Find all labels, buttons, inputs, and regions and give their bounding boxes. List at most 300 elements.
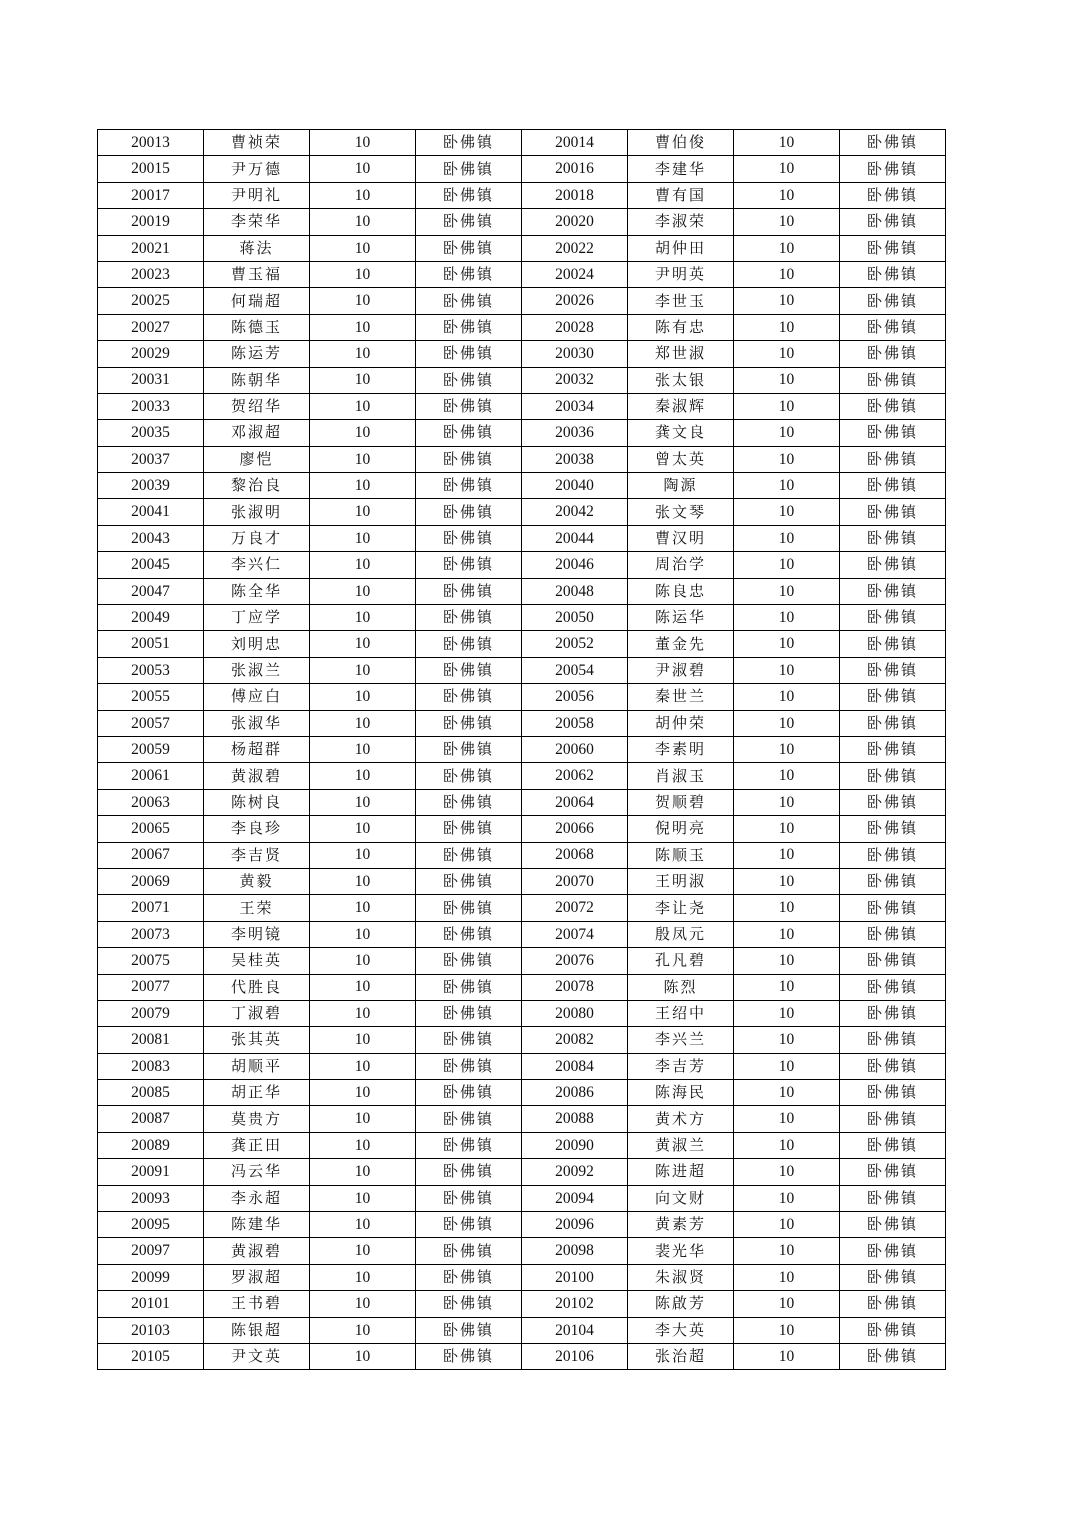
town-cell: 卧佛镇: [416, 1000, 522, 1026]
record-id-cell: 20068: [522, 842, 628, 868]
town-cell: 卧佛镇: [840, 1291, 946, 1317]
town-cell: 卧佛镇: [840, 763, 946, 789]
amount-cell: 10: [310, 1106, 416, 1132]
name-cell: 邓淑超: [204, 420, 310, 446]
name-cell: 胡正华: [204, 1080, 310, 1106]
record-id-cell: 20102: [522, 1291, 628, 1317]
town-cell: 卧佛镇: [416, 446, 522, 472]
record-id-cell: 20072: [522, 895, 628, 921]
name-cell: 李吉贤: [204, 842, 310, 868]
record-id-cell: 20037: [98, 446, 204, 472]
name-cell: 黄淑碧: [204, 763, 310, 789]
name-cell: 曹有国: [628, 182, 734, 208]
amount-cell: 10: [734, 393, 840, 419]
name-cell: 胡仲田: [628, 235, 734, 261]
name-cell: 李明镜: [204, 921, 310, 947]
name-cell: 尹明礼: [204, 182, 310, 208]
table-row: [98, 1343, 946, 1369]
town-cell: 卧佛镇: [840, 209, 946, 235]
table-row: [98, 657, 946, 683]
town-cell: 卧佛镇: [840, 367, 946, 393]
table-row: [98, 473, 946, 499]
amount-cell: 10: [734, 1317, 840, 1343]
name-cell: 胡仲荣: [628, 710, 734, 736]
town-cell: 卧佛镇: [840, 736, 946, 762]
name-cell: 李兴仁: [204, 552, 310, 578]
name-cell: 陈顺玉: [628, 842, 734, 868]
town-cell: 卧佛镇: [416, 789, 522, 815]
record-id-cell: 20091: [98, 1159, 204, 1185]
record-id-cell: 20087: [98, 1106, 204, 1132]
amount-cell: 10: [310, 684, 416, 710]
town-cell: 卧佛镇: [840, 605, 946, 631]
record-id-cell: 20044: [522, 525, 628, 551]
record-id-cell: 20049: [98, 605, 204, 631]
record-id-cell: 20098: [522, 1238, 628, 1264]
record-id-cell: 20067: [98, 842, 204, 868]
name-cell: 董金先: [628, 631, 734, 657]
town-cell: 卧佛镇: [416, 895, 522, 921]
record-id-cell: 20093: [98, 1185, 204, 1211]
amount-cell: 10: [310, 1212, 416, 1238]
town-cell: 卧佛镇: [840, 499, 946, 525]
town-cell: 卧佛镇: [416, 288, 522, 314]
table-row: [98, 130, 946, 156]
table-row: [98, 209, 946, 235]
town-cell: 卧佛镇: [840, 631, 946, 657]
name-cell: 陈德玉: [204, 314, 310, 340]
table-row: [98, 393, 946, 419]
town-cell: 卧佛镇: [840, 921, 946, 947]
name-cell: 陈朝华: [204, 367, 310, 393]
amount-cell: 10: [734, 789, 840, 815]
table-row: [98, 182, 946, 208]
record-id-cell: 20017: [98, 182, 204, 208]
table-row: [98, 341, 946, 367]
record-id-cell: 20059: [98, 736, 204, 762]
table-row: [98, 235, 946, 261]
table-row: [98, 420, 946, 446]
table-row: [98, 1053, 946, 1079]
town-cell: 卧佛镇: [416, 1317, 522, 1343]
amount-cell: 10: [734, 499, 840, 525]
amount-cell: 10: [310, 552, 416, 578]
record-id-cell: 20062: [522, 763, 628, 789]
amount-cell: 10: [734, 1053, 840, 1079]
amount-cell: 10: [310, 235, 416, 261]
record-id-cell: 20071: [98, 895, 204, 921]
town-cell: 卧佛镇: [416, 948, 522, 974]
name-cell: 陶源: [628, 473, 734, 499]
table-row: [98, 816, 946, 842]
record-id-cell: 20100: [522, 1264, 628, 1290]
amount-cell: 10: [310, 974, 416, 1000]
town-cell: 卧佛镇: [416, 868, 522, 894]
name-cell: 尹明英: [628, 261, 734, 287]
amount-cell: 10: [310, 921, 416, 947]
town-cell: 卧佛镇: [416, 710, 522, 736]
town-cell: 卧佛镇: [416, 156, 522, 182]
town-cell: 卧佛镇: [416, 1212, 522, 1238]
name-cell: 周治学: [628, 552, 734, 578]
amount-cell: 10: [734, 1343, 840, 1369]
name-cell: 王书碧: [204, 1291, 310, 1317]
amount-cell: 10: [734, 1238, 840, 1264]
table-row: [98, 446, 946, 472]
amount-cell: 10: [734, 235, 840, 261]
name-cell: 尹万德: [204, 156, 310, 182]
amount-cell: 10: [310, 1027, 416, 1053]
amount-cell: 10: [734, 446, 840, 472]
name-cell: 丁淑碧: [204, 1000, 310, 1026]
record-id-cell: 20013: [98, 130, 204, 156]
record-id-cell: 20025: [98, 288, 204, 314]
name-cell: 傅应白: [204, 684, 310, 710]
name-cell: 冯云华: [204, 1159, 310, 1185]
amount-cell: 10: [310, 605, 416, 631]
town-cell: 卧佛镇: [840, 895, 946, 921]
amount-cell: 10: [310, 631, 416, 657]
table-row: [98, 605, 946, 631]
amount-cell: 10: [734, 1212, 840, 1238]
town-cell: 卧佛镇: [416, 1343, 522, 1369]
table-row: [98, 1238, 946, 1264]
amount-cell: 10: [734, 156, 840, 182]
amount-cell: 10: [734, 130, 840, 156]
town-cell: 卧佛镇: [840, 816, 946, 842]
record-id-cell: 20040: [522, 473, 628, 499]
name-cell: 张太银: [628, 367, 734, 393]
amount-cell: 10: [310, 261, 416, 287]
name-cell: 黄素芳: [628, 1212, 734, 1238]
amount-cell: 10: [310, 367, 416, 393]
name-cell: 贺绍华: [204, 393, 310, 419]
record-id-cell: 20032: [522, 367, 628, 393]
town-cell: 卧佛镇: [840, 1080, 946, 1106]
record-id-cell: 20104: [522, 1317, 628, 1343]
record-id-cell: 20015: [98, 156, 204, 182]
town-cell: 卧佛镇: [840, 235, 946, 261]
town-cell: 卧佛镇: [416, 842, 522, 868]
name-cell: 殷凤元: [628, 921, 734, 947]
record-id-cell: 20029: [98, 341, 204, 367]
record-id-cell: 20081: [98, 1027, 204, 1053]
table-row: [98, 789, 946, 815]
table-row: [98, 314, 946, 340]
town-cell: 卧佛镇: [416, 605, 522, 631]
name-cell: 罗淑超: [204, 1264, 310, 1290]
amount-cell: 10: [734, 1291, 840, 1317]
amount-cell: 10: [734, 1264, 840, 1290]
amount-cell: 10: [310, 130, 416, 156]
table-row: [98, 552, 946, 578]
name-cell: 曹伯俊: [628, 130, 734, 156]
name-cell: 朱淑贤: [628, 1264, 734, 1290]
record-id-cell: 20033: [98, 393, 204, 419]
record-id-cell: 20022: [522, 235, 628, 261]
name-cell: 黄淑兰: [628, 1132, 734, 1158]
town-cell: 卧佛镇: [416, 393, 522, 419]
town-cell: 卧佛镇: [840, 446, 946, 472]
amount-cell: 10: [734, 948, 840, 974]
record-id-cell: 20028: [522, 314, 628, 340]
town-cell: 卧佛镇: [840, 684, 946, 710]
record-id-cell: 20066: [522, 816, 628, 842]
record-id-cell: 20031: [98, 367, 204, 393]
name-cell: 李吉芳: [628, 1053, 734, 1079]
name-cell: 陈树良: [204, 789, 310, 815]
town-cell: 卧佛镇: [416, 1080, 522, 1106]
amount-cell: 10: [734, 763, 840, 789]
amount-cell: 10: [310, 1317, 416, 1343]
table-row: [98, 1185, 946, 1211]
record-id-cell: 20047: [98, 578, 204, 604]
town-cell: 卧佛镇: [840, 1185, 946, 1211]
name-cell: 张其英: [204, 1027, 310, 1053]
town-cell: 卧佛镇: [840, 156, 946, 182]
record-id-cell: 20038: [522, 446, 628, 472]
record-id-cell: 20034: [522, 393, 628, 419]
table-row: [98, 499, 946, 525]
town-cell: 卧佛镇: [416, 1053, 522, 1079]
town-cell: 卧佛镇: [416, 367, 522, 393]
amount-cell: 10: [310, 763, 416, 789]
record-id-cell: 20063: [98, 789, 204, 815]
amount-cell: 10: [310, 1185, 416, 1211]
record-id-cell: 20035: [98, 420, 204, 446]
name-cell: 万良才: [204, 525, 310, 551]
amount-cell: 10: [734, 816, 840, 842]
record-id-cell: 20045: [98, 552, 204, 578]
record-id-cell: 20097: [98, 1238, 204, 1264]
amount-cell: 10: [310, 1080, 416, 1106]
town-cell: 卧佛镇: [840, 261, 946, 287]
town-cell: 卧佛镇: [840, 341, 946, 367]
record-id-cell: 20073: [98, 921, 204, 947]
record-id-cell: 20065: [98, 816, 204, 842]
town-cell: 卧佛镇: [840, 974, 946, 1000]
name-cell: 代胜良: [204, 974, 310, 1000]
record-id-cell: 20106: [522, 1343, 628, 1369]
table-row: [98, 763, 946, 789]
record-id-cell: 20019: [98, 209, 204, 235]
amount-cell: 10: [310, 446, 416, 472]
amount-cell: 10: [310, 525, 416, 551]
name-cell: 李永超: [204, 1185, 310, 1211]
amount-cell: 10: [734, 710, 840, 736]
town-cell: 卧佛镇: [416, 631, 522, 657]
amount-cell: 10: [310, 1238, 416, 1264]
town-cell: 卧佛镇: [840, 1212, 946, 1238]
name-cell: 李让尧: [628, 895, 734, 921]
name-cell: 陈啟芳: [628, 1291, 734, 1317]
record-id-cell: 20080: [522, 1000, 628, 1026]
town-cell: 卧佛镇: [416, 1159, 522, 1185]
name-cell: 陈全华: [204, 578, 310, 604]
name-cell: 郑世淑: [628, 341, 734, 367]
table-row: [98, 1027, 946, 1053]
name-cell: 黄术方: [628, 1106, 734, 1132]
town-cell: 卧佛镇: [416, 684, 522, 710]
name-cell: 尹文英: [204, 1343, 310, 1369]
record-id-cell: 20101: [98, 1291, 204, 1317]
record-id-cell: 20090: [522, 1132, 628, 1158]
record-id-cell: 20075: [98, 948, 204, 974]
town-cell: 卧佛镇: [840, 288, 946, 314]
record-id-cell: 20084: [522, 1053, 628, 1079]
town-cell: 卧佛镇: [840, 1106, 946, 1132]
amount-cell: 10: [310, 182, 416, 208]
name-cell: 胡顺平: [204, 1053, 310, 1079]
town-cell: 卧佛镇: [840, 1053, 946, 1079]
amount-cell: 10: [734, 473, 840, 499]
town-cell: 卧佛镇: [416, 1238, 522, 1264]
amount-cell: 10: [734, 1159, 840, 1185]
name-cell: 张治超: [628, 1343, 734, 1369]
amount-cell: 10: [734, 367, 840, 393]
town-cell: 卧佛镇: [416, 1291, 522, 1317]
name-cell: 贺顺碧: [628, 789, 734, 815]
table-row: [98, 868, 946, 894]
town-cell: 卧佛镇: [840, 1000, 946, 1026]
roster-table-body: [98, 130, 946, 1370]
amount-cell: 10: [734, 736, 840, 762]
amount-cell: 10: [734, 895, 840, 921]
table-row: [98, 736, 946, 762]
town-cell: 卧佛镇: [416, 1264, 522, 1290]
table-row: [98, 1317, 946, 1343]
amount-cell: 10: [310, 156, 416, 182]
record-id-cell: 20096: [522, 1212, 628, 1238]
amount-cell: 10: [734, 684, 840, 710]
town-cell: 卧佛镇: [840, 710, 946, 736]
record-id-cell: 20041: [98, 499, 204, 525]
name-cell: 李兴兰: [628, 1027, 734, 1053]
record-id-cell: 20105: [98, 1343, 204, 1369]
record-id-cell: 20030: [522, 341, 628, 367]
amount-cell: 10: [734, 605, 840, 631]
record-id-cell: 20089: [98, 1132, 204, 1158]
table-row: [98, 1264, 946, 1290]
name-cell: 秦淑辉: [628, 393, 734, 419]
name-cell: 尹淑碧: [628, 657, 734, 683]
table-row: [98, 631, 946, 657]
town-cell: 卧佛镇: [416, 657, 522, 683]
record-id-cell: 20064: [522, 789, 628, 815]
table-row: [98, 710, 946, 736]
record-id-cell: 20088: [522, 1106, 628, 1132]
table-row: [98, 842, 946, 868]
name-cell: 陈良忠: [628, 578, 734, 604]
amount-cell: 10: [310, 420, 416, 446]
table-row: [98, 921, 946, 947]
amount-cell: 10: [734, 657, 840, 683]
record-id-cell: 20079: [98, 1000, 204, 1026]
town-cell: 卧佛镇: [840, 182, 946, 208]
town-cell: 卧佛镇: [416, 816, 522, 842]
name-cell: 曹玉福: [204, 261, 310, 287]
name-cell: 李淑荣: [628, 209, 734, 235]
amount-cell: 10: [734, 288, 840, 314]
record-id-cell: 20052: [522, 631, 628, 657]
town-cell: 卧佛镇: [416, 341, 522, 367]
town-cell: 卧佛镇: [840, 868, 946, 894]
name-cell: 张淑兰: [204, 657, 310, 683]
town-cell: 卧佛镇: [840, 1238, 946, 1264]
town-cell: 卧佛镇: [416, 209, 522, 235]
name-cell: 丁应学: [204, 605, 310, 631]
amount-cell: 10: [734, 1080, 840, 1106]
amount-cell: 10: [310, 1343, 416, 1369]
amount-cell: 10: [310, 578, 416, 604]
town-cell: 卧佛镇: [416, 473, 522, 499]
record-id-cell: 20042: [522, 499, 628, 525]
name-cell: 廖恺: [204, 446, 310, 472]
table-row: [98, 895, 946, 921]
name-cell: 陈海民: [628, 1080, 734, 1106]
name-cell: 陈运华: [628, 605, 734, 631]
table-row: [98, 1080, 946, 1106]
amount-cell: 10: [310, 736, 416, 762]
town-cell: 卧佛镇: [840, 1132, 946, 1158]
amount-cell: 10: [734, 1185, 840, 1211]
town-cell: 卧佛镇: [840, 789, 946, 815]
town-cell: 卧佛镇: [840, 1343, 946, 1369]
record-id-cell: 20085: [98, 1080, 204, 1106]
name-cell: 黄毅: [204, 868, 310, 894]
name-cell: 李建华: [628, 156, 734, 182]
table-row: [98, 1106, 946, 1132]
record-id-cell: 20060: [522, 736, 628, 762]
amount-cell: 10: [310, 1159, 416, 1185]
town-cell: 卧佛镇: [416, 130, 522, 156]
town-cell: 卧佛镇: [840, 525, 946, 551]
name-cell: 孔凡碧: [628, 948, 734, 974]
town-cell: 卧佛镇: [840, 1159, 946, 1185]
name-cell: 曾太英: [628, 446, 734, 472]
town-cell: 卧佛镇: [416, 974, 522, 1000]
name-cell: 张淑明: [204, 499, 310, 525]
amount-cell: 10: [734, 341, 840, 367]
record-id-cell: 20083: [98, 1053, 204, 1079]
amount-cell: 10: [310, 1264, 416, 1290]
table-row: [98, 684, 946, 710]
name-cell: 莫贵方: [204, 1106, 310, 1132]
amount-cell: 10: [734, 974, 840, 1000]
record-id-cell: 20023: [98, 261, 204, 287]
amount-cell: 10: [310, 499, 416, 525]
town-cell: 卧佛镇: [840, 130, 946, 156]
name-cell: 曹祯荣: [204, 130, 310, 156]
town-cell: 卧佛镇: [840, 393, 946, 419]
record-id-cell: 20046: [522, 552, 628, 578]
town-cell: 卧佛镇: [416, 499, 522, 525]
amount-cell: 10: [734, 1027, 840, 1053]
amount-cell: 10: [734, 1106, 840, 1132]
record-id-cell: 20050: [522, 605, 628, 631]
record-id-cell: 20103: [98, 1317, 204, 1343]
name-cell: 肖淑玉: [628, 763, 734, 789]
record-id-cell: 20027: [98, 314, 204, 340]
name-cell: 陈烈: [628, 974, 734, 1000]
amount-cell: 10: [310, 393, 416, 419]
town-cell: 卧佛镇: [416, 235, 522, 261]
name-cell: 陈银超: [204, 1317, 310, 1343]
town-cell: 卧佛镇: [416, 1185, 522, 1211]
amount-cell: 10: [734, 1132, 840, 1158]
record-id-cell: 20099: [98, 1264, 204, 1290]
amount-cell: 10: [734, 420, 840, 446]
